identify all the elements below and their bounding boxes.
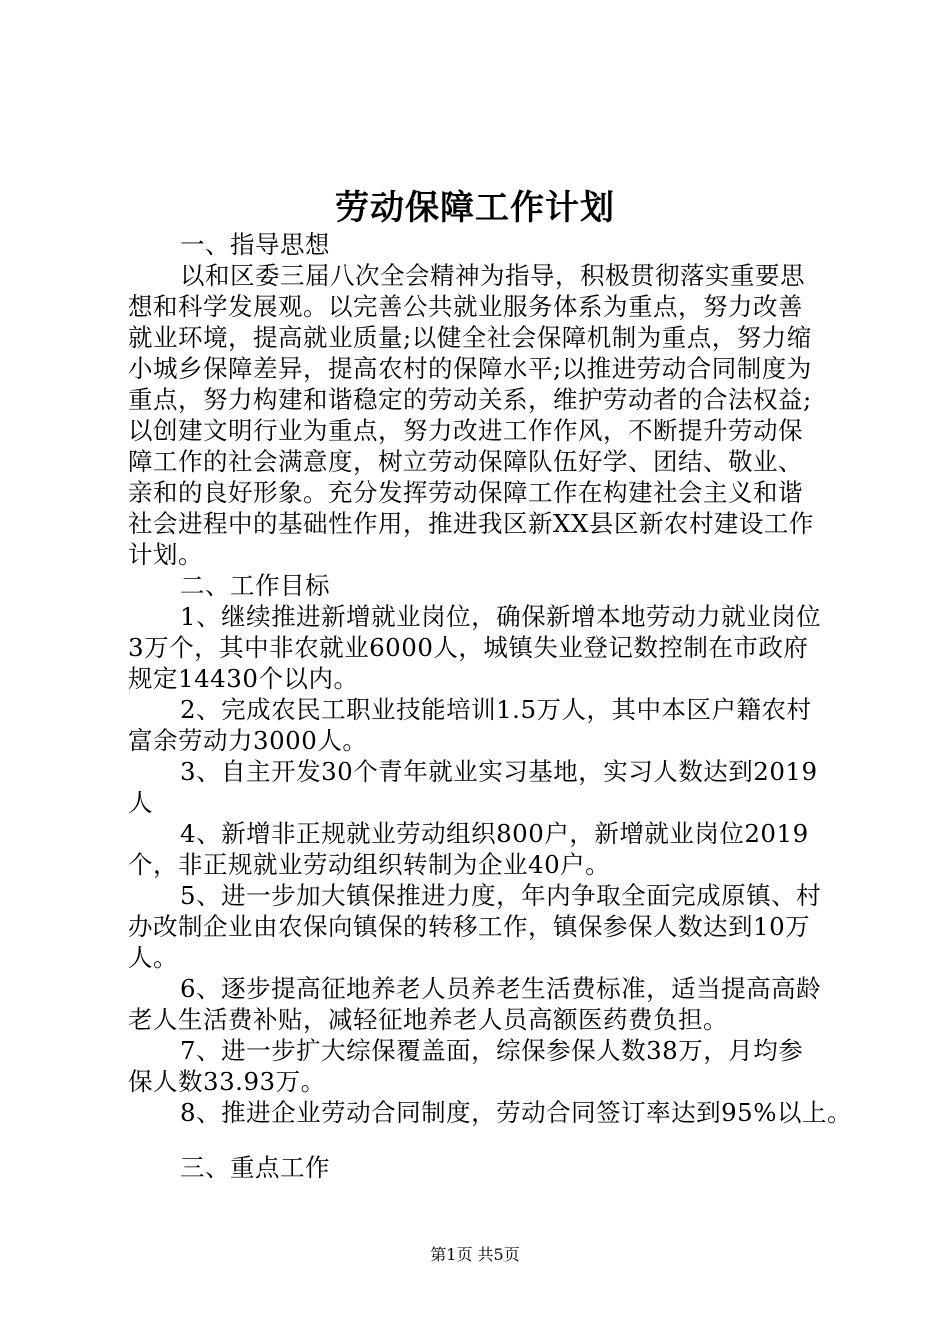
paragraph-line: 以和区委三届八次全会精神为指导，积极贯彻落实重要思 [180, 261, 805, 290]
goal-item-line: 办改制企业由农保向镇保的转移工作，镇保参保人数达到10万 [128, 912, 811, 941]
goal-item-line: 2、完成农民工职业技能培训1.5万人，其中本区户籍农村 [180, 695, 812, 724]
document-body [128, 229, 853, 1183]
paragraph-line: 想和科学发展观。以完善公共就业服务体系为重点，努力改善 [128, 292, 803, 321]
goal-item-line: 老人生活费补贴，减轻征地养老人员高额医药费负担。 [128, 1005, 728, 1034]
goal-item-line: 6、逐步提高征地养老人员养老生活费标准，适当提高高龄 [180, 974, 822, 1003]
section-heading-guiding-ideology: 一、指导思想 [180, 230, 330, 259]
goal-item-line: 保人数33.93万。 [128, 1067, 326, 1096]
paragraph-line: 小城乡保障差异，提高农村的保障水平;以推进劳动合同制度为 [128, 354, 812, 383]
paragraph-line: 社会进程中的基础性作用，推进我区新XX县区新农村建设工作 [128, 509, 814, 538]
paragraph-line: 重点，努力构建和谐稳定的劳动关系，维护劳动者的合法权益; [128, 385, 812, 414]
goal-item-line: 8、推进企业劳动合同制度，劳动合同签订率达到95%以上。 [180, 1098, 853, 1127]
document-title: 劳动保障工作计划 [335, 188, 615, 228]
goal-item-line: 5、进一步加大镇保推进力度，年内争取全面完成原镇、村 [180, 881, 822, 910]
goal-item-line: 个，非正规就业劳动组织转制为企业40户。 [128, 850, 611, 879]
paragraph-line: 计划。 [128, 540, 203, 569]
goal-item-line: 3万个，其中非农就业6000人，城镇失业登记数控制在市政府 [128, 633, 809, 662]
page-number-footer: 第1页 共5页 [430, 1245, 520, 1264]
goal-item-line: 富余劳动力3000人。 [128, 726, 368, 755]
paragraph-line: 障工作的社会满意度，树立劳动保障队伍好学、团结、敬业、 [128, 447, 803, 476]
goal-item-line: 3、自主开发30个青年就业实习基地，实习人数达到2019 [180, 757, 818, 786]
paragraph-line: 就业环境，提高就业质量;以健全社会保障机制为重点，努力缩 [128, 323, 812, 352]
section-heading-work-goals: 二、工作目标 [180, 571, 330, 600]
paragraph-line: 以创建文明行业为重点，努力改进工作作风，不断提升劳动保 [128, 416, 803, 445]
goal-item-line: 规定14430个以内。 [128, 664, 359, 693]
goal-item-line: 7、进一步扩大综保覆盖面，综保参保人数38万，月均参 [180, 1036, 804, 1065]
paragraph-line: 亲和的良好形象。充分发挥劳动保障工作在构建社会主义和谐 [128, 478, 803, 507]
paragraph-spacer [128, 1128, 848, 1152]
goal-item-line: 1、继续推进新增就业岗位，确保新增本地劳动力就业岗位 [180, 602, 822, 631]
goal-item-line: 人 [128, 788, 153, 817]
section-heading-key-work: 三、重点工作 [180, 1153, 330, 1182]
goal-item-line: 4、新增非正规就业劳动组织800户，新增就业岗位2019 [180, 819, 809, 848]
goal-item-line: 人。 [128, 943, 178, 972]
